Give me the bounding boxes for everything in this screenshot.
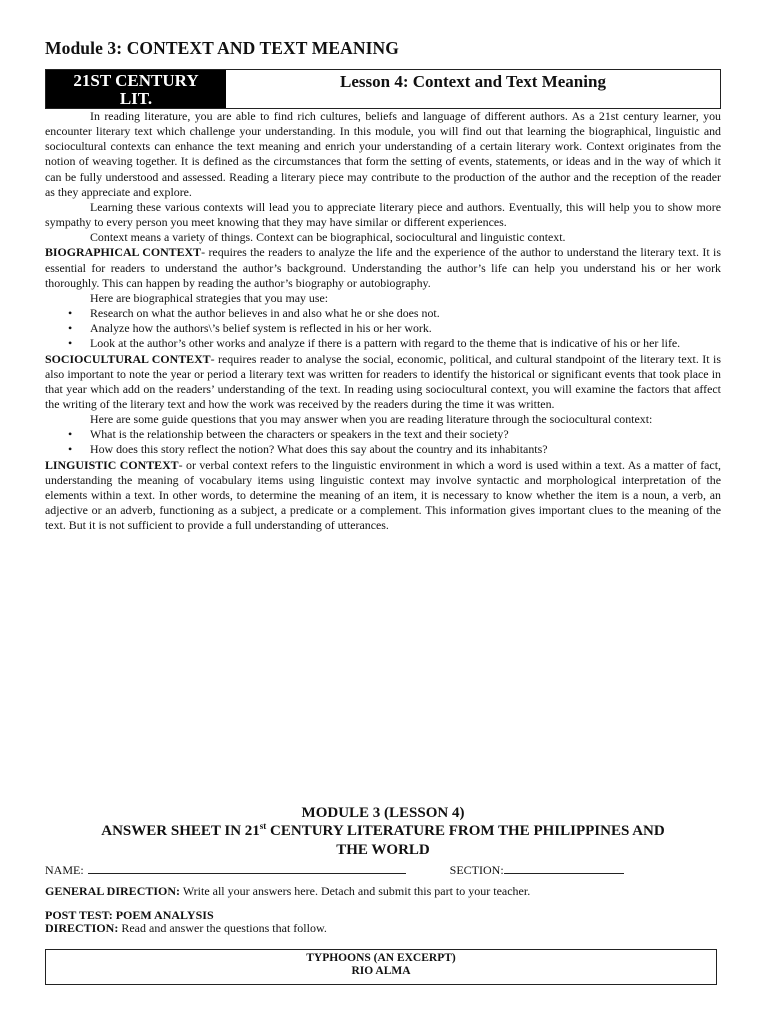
section-label: SECTION: — [449, 863, 504, 877]
lesson-banner — [45, 69, 721, 109]
biographical-text: - requires the readers to analyze the life and the experience of the author to understand the literary text. It is essential for readers to understand the author’s background. Understanding the author’s life can help you understand his or her work thoroughly. This can happen by reading the author’s biography or autobiography. — [45, 245, 721, 290]
answer-sheet-title — [45, 822, 721, 841]
direction-text: Read and answer the questions that follow. — [118, 921, 327, 935]
poem-box — [45, 949, 717, 985]
subject-line-2: LIT. — [119, 89, 153, 108]
list-item: • Look at the author’s other works and analyze if there is a pattern with regard to the theme that is indicative of his or her life. — [90, 336, 721, 351]
list-item: • Analyze how the authors\’s belief system is reflected in his or her work. — [90, 321, 721, 336]
lesson-body — [45, 109, 721, 533]
answer-sheet-module: MODULE 3 (LESSON 4) — [301, 805, 465, 821]
answer-title-post: CENTURY LITERATURE FROM THE PHILIPPINES AND — [266, 823, 665, 839]
general-direction — [45, 884, 530, 899]
post-test-heading: POST TEST: POEM ANALYSIS — [45, 908, 214, 922]
name-label: NAME: — [45, 863, 84, 877]
linguistic-text: - or verbal context refers to the linguistic environment in which a word is used within a text. As a matter of fact, understanding the meaning of vocabulary items using linguistic context may involve syntactic and morphological interpretation of the elements within a text. In other words, to determine the meaning of an item, it is necessary to know whether the item is a noun, a verb, an adjective or an adverb, functioning as a subject, a predicate or a complement. This information gives important clues to the meaning of the text. But it is not sufficient to provide a full understanding of utterances. — [45, 457, 721, 533]
paragraph-intro: In reading literature, you are able to find rich cultures, beliefs and language of different authors. As a 21st century learner, you encounter literary text which challenge your understanding. In this module, you will find out that learning the biographical, linguistic and sociocultural contexts can enhance the text meaning and enrich your understanding of a certain literary work. Context originates from the notion of weaving together. It is defined as the circumstances that form the setting of events, statements, or ideas and in the way of which it can be fully understood and assessed. Reading a literary piece may contribute to the production of the author and the reception of the reader as they appreciate and explore. — [45, 109, 721, 199]
section-field[interactable] — [504, 862, 624, 874]
poem-title: TYPHOONS (AN EXCERPT) — [306, 952, 456, 964]
general-direction-label: GENERAL DIRECTION: — [45, 884, 181, 898]
paragraph-context-types: Context means a variety of things. Context can be biographical, sociocultural and linguistic context. — [90, 230, 566, 245]
general-direction-text: Write all your answers here. Detach and submit this part to your teacher. — [180, 884, 531, 898]
sociocultural-section — [45, 352, 721, 413]
direction — [45, 921, 327, 936]
biographical-list — [45, 306, 721, 351]
biographical-intro: Here are biographical strategies that you may use: — [90, 290, 329, 305]
module-title: Module 3: CONTEXT AND TEXT MEANING — [45, 38, 399, 58]
sociocultural-intro: Here are some guide questions that you may answer when you are reading literature through the sociocultural context: — [90, 412, 653, 427]
list-item: • What is the relationship between the characters or speakers in the text and their society? — [90, 427, 721, 442]
answer-title-pre: ANSWER SHEET IN 21 — [101, 823, 260, 839]
paragraph-contexts: Learning these various contexts will lead you to appreciate literary piece and authors. Eventually, this will help you to show more sympathy to every person you meet knowing that they may have similar or different experiences. — [45, 199, 721, 230]
biographical-section — [45, 245, 721, 290]
subject-line-1: 21ST CENTURY — [73, 71, 199, 90]
answer-sheet-header — [45, 804, 721, 860]
linguistic-heading: LINGUISTIC CONTEXT — [45, 457, 179, 472]
lesson-title: Lesson 4: Context and Text Meaning — [340, 72, 606, 91]
answer-sheet-title-line-3: THE WORLD — [336, 842, 430, 858]
answer-title-sup: st — [259, 821, 267, 831]
list-item: • How does this story reflect the notion? What does this say about the country and its inhabitants? — [90, 442, 721, 457]
subject-label — [46, 70, 226, 108]
direction-label: DIRECTION: — [45, 921, 119, 935]
sociocultural-heading: SOCIOCULTURAL CONTEXT — [45, 351, 211, 366]
poem-author: RIO ALMA — [351, 965, 411, 977]
name-section-row — [45, 862, 624, 878]
linguistic-section — [45, 458, 721, 534]
name-field[interactable] — [88, 862, 406, 874]
sociocultural-text: - requires reader to analyse the social, economic, political, and cultural standpoint of the literary text. It is also important to note the year or period a literary text was written for readers to identify the historical or significant events that took place in that year which add on the readers’ understanding of the text. In reading using sociocultural context, you will examine the factors that affect the writing of the literary text and how the work was received by the readers during the time it was written. — [45, 351, 721, 411]
sociocultural-list — [45, 427, 721, 457]
biographical-heading: BIOGRAPHICAL CONTEXT — [45, 245, 202, 260]
list-item: • Research on what the author believes in and also what he or she does not. — [90, 306, 721, 321]
